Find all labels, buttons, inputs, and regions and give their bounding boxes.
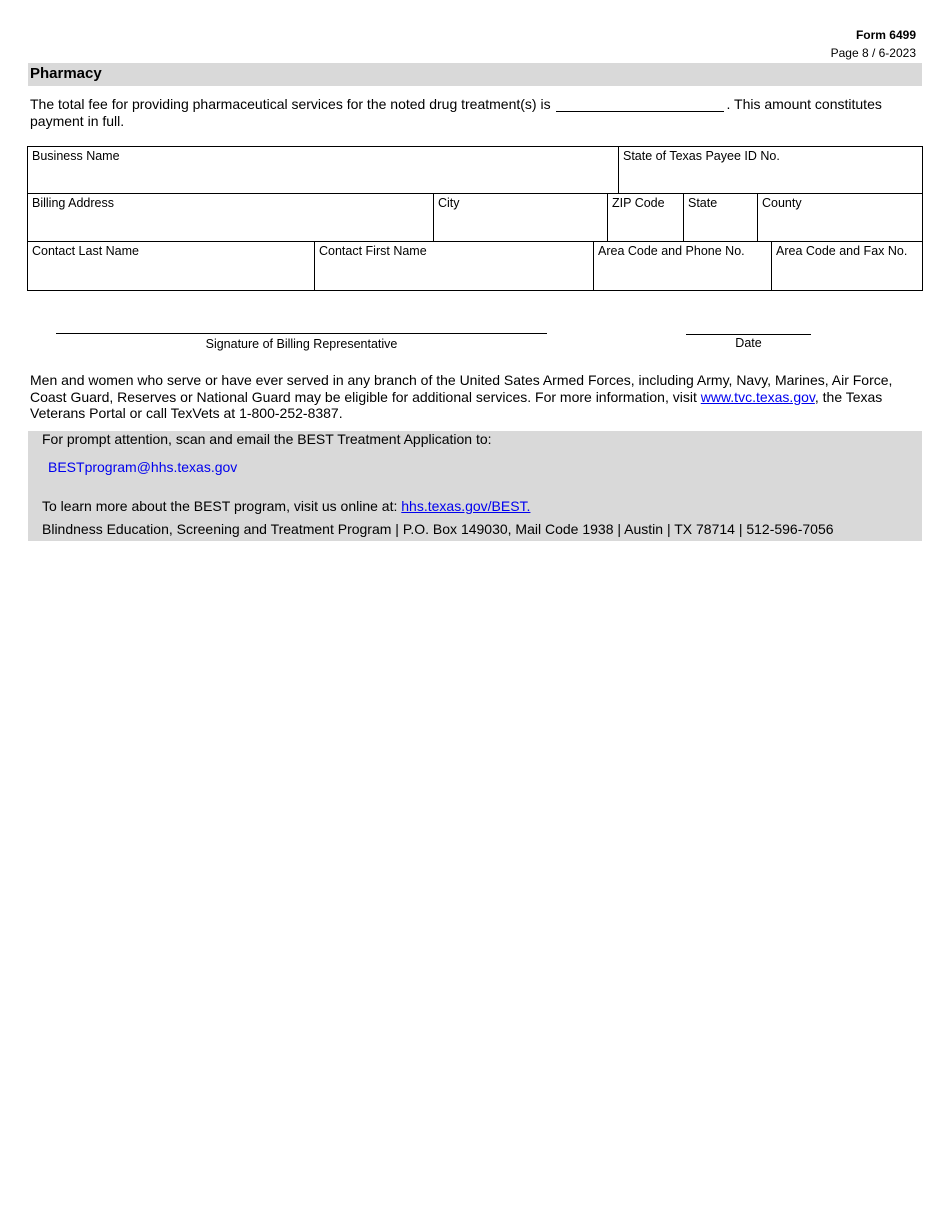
contact-first-name-field[interactable] (315, 242, 594, 290)
best-program-link[interactable]: hhs.texas.gov/BEST. (401, 498, 531, 514)
date-label: Date (735, 336, 762, 350)
payee-id-label: State of Texas Payee ID No. (623, 149, 780, 163)
business-name-label: Business Name (32, 149, 120, 163)
veterans-text-before: Men and women who serve or have ever served in any branch of the United Sates Armed Forces, including Army, Navy, Marines, Air Force, Coast Guard, Reserves or National Guard may be eligible for additional services. For more information, visit (30, 372, 893, 405)
city-label: City (438, 196, 460, 210)
phone-label: Area Code and Phone No. (598, 244, 745, 258)
county-field[interactable] (758, 194, 922, 242)
veterans-text-after: , the Texas Veterans Portal or call TexVets at 1-800-252-8387. (30, 388, 883, 421)
fee-text-before: The total fee for providing pharmaceutical services for the noted drug treatment(s) is (30, 96, 551, 112)
contact-last-name-field[interactable] (28, 242, 315, 290)
submission-prompt: For prompt attention, scan and email the BEST Treatment Application to: (42, 431, 492, 447)
contact-info-box (28, 431, 922, 541)
signature-line[interactable] (56, 333, 547, 334)
fee-amount-field[interactable] (556, 97, 724, 112)
business-name-field[interactable] (28, 147, 619, 194)
section-title: Pharmacy (30, 65, 102, 82)
payee-id-field[interactable] (619, 147, 922, 194)
program-address: Blindness Education, Screening and Treatment Program | P.O. Box 149030, Mail Code 1938 | Austin | TX 78714 | 512-596-7056 (42, 521, 834, 537)
section-header (28, 63, 922, 86)
fax-label: Area Code and Fax No. (776, 244, 908, 258)
state-label: State (688, 196, 718, 210)
page-info: Page 8 / 6-2023 (830, 46, 916, 60)
form-number: Form 6499 (855, 28, 916, 42)
zip-field[interactable] (608, 194, 684, 242)
fax-field[interactable] (772, 242, 922, 290)
tvc-link[interactable]: www.tvc.texas.gov (700, 388, 815, 405)
county-label: County (762, 196, 802, 210)
billing-address-label: Billing Address (32, 196, 114, 210)
learn-more-label: To learn more about the BEST program, visit us online at: (42, 498, 402, 514)
program-email[interactable]: BESTprogram@hhs.texas.gov (48, 459, 238, 475)
fee-text-after: . This amount constitutes payment in full. (30, 96, 882, 129)
signature-label: Signature of Billing Representative (205, 337, 398, 351)
contact-first-name-label: Contact First Name (319, 244, 427, 258)
zip-label: ZIP Code (612, 196, 665, 210)
state-field[interactable] (684, 194, 758, 242)
fee-statement (30, 96, 920, 130)
pharmacy-info-grid (27, 146, 923, 291)
veterans-notice (30, 372, 920, 422)
date-line[interactable] (686, 334, 811, 335)
city-field[interactable] (434, 194, 608, 242)
contact-last-name-label: Contact Last Name (32, 244, 139, 258)
phone-field[interactable] (594, 242, 772, 290)
billing-address-field[interactable] (28, 194, 434, 242)
learn-more-text (42, 498, 530, 514)
